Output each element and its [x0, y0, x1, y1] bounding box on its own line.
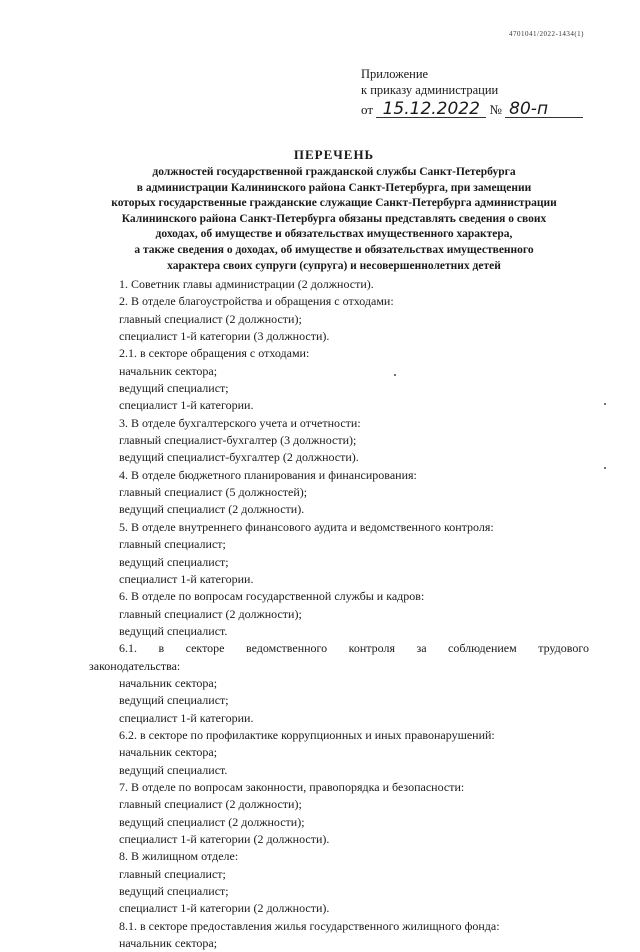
subtitle-line: Калининского района Санкт-Петербурга обязаны представлять сведения о своих [121, 212, 547, 225]
justified-word: контроля [348, 641, 396, 656]
subtitle-line: доходах, об имуществе и обязательствах имущественного характера, [155, 228, 513, 241]
list-line: 4. В отделе бюджетного планирования и финансирования: [119, 467, 417, 482]
subtitle-line: должностей государственной гражданской службы Санкт-Петербурга [152, 166, 516, 178]
list-line: специалист 1-й категории. [119, 571, 254, 586]
justified-word: соблюдением [448, 641, 517, 656]
list-line: специалист 1-й категории. [119, 710, 254, 725]
list-line: главный специалист (2 должности); [119, 311, 302, 326]
list-line: начальник сектора; [119, 936, 218, 951]
list-line: 2.1. в секторе обращения с отходами: [119, 346, 310, 361]
justified-word: ведомственного [245, 641, 328, 656]
scan-speck [604, 467, 606, 469]
subtitle-line: которых государственные гражданские служащие Санкт-Петербурга администрации [111, 197, 557, 210]
list-line: ведущий специалист (2 должности); [119, 814, 305, 829]
document-subtitle [72, 165, 596, 274]
list-line: 5. В отделе внутреннего финансового аудита и ведомственного контроля: [119, 519, 494, 534]
order-date: 15.12.2022 [376, 102, 486, 118]
appendix-line: к приказу администрации [361, 83, 499, 97]
list-line: 3. В отделе бухгалтерского учета и отчетности: [119, 415, 361, 430]
list-line: 7. В отделе по вопросам законности, правопорядка и безопасности: [119, 779, 465, 794]
list-line: ведущий специалист; [119, 381, 229, 396]
list-line: ведущий специалист; [119, 554, 229, 569]
justified-word: в [158, 641, 165, 656]
order-reference [361, 99, 583, 119]
justified-line [119, 640, 589, 657]
list-line: специалист 1-й категории. [119, 398, 254, 413]
list-line: специалист 1-й категории (2 должности). [119, 832, 330, 846]
order-prefix: от [361, 102, 374, 117]
list-line: начальник сектора; [119, 675, 218, 690]
list-line: главный специалист (5 должностей); [119, 485, 308, 500]
list-line: ведущий специалист; [119, 884, 229, 899]
order-number-sign: № [489, 102, 502, 117]
justified-word: 6.1. [119, 641, 137, 656]
list-line: 6. В отделе по вопросам государственной службы и кадров: [119, 589, 425, 604]
document-title: ПЕРЕЧЕНЬ [293, 147, 375, 162]
list-line: 1. Советник главы администрации (2 должности). [119, 277, 374, 291]
list-line: начальник сектора; [119, 745, 218, 760]
subtitle-line: характера своих супруги (супруга) и несовершеннолетних детей [167, 259, 501, 272]
appendix-line: Приложение [361, 67, 429, 81]
list-line: ведущий специалист-бухгалтер (2 должности). [119, 450, 359, 465]
list-line: главный специалист (2 должности); [119, 797, 302, 812]
justified-word: трудового [538, 641, 589, 656]
order-number: 80-п [505, 102, 583, 118]
subtitle-line: а также сведения о доходах, об имуществе и обязательствах имущественного [134, 243, 534, 256]
scan-speck [394, 374, 396, 376]
list-line: ведущий специалист. [119, 623, 228, 638]
justified-word: за [416, 641, 427, 656]
list-line: законодательства: [89, 658, 181, 673]
scan-speck [604, 403, 606, 405]
list-line: начальник сектора; [119, 363, 218, 378]
appendix-block [361, 66, 498, 98]
list-line: главный специалист-бухгалтер (3 должности); [119, 433, 357, 448]
list-line: главный специалист (2 должности); [119, 606, 302, 621]
list-line: ведущий специалист. [119, 762, 228, 777]
positions-list [89, 276, 589, 952]
list-line: ведущий специалист; [119, 693, 229, 708]
list-line: 6.2. в секторе по профилактике коррупционных и иных правонарушений: [119, 727, 495, 742]
list-line: 8.1. в секторе предоставления жилья государственного жилищного фонда: [119, 918, 500, 933]
list-line: 8. В жилищном отделе: [119, 849, 239, 864]
list-line: 2. В отделе благоустройства и обращения с отходами: [119, 294, 394, 309]
list-line: ведущий специалист (2 должности). [119, 502, 305, 517]
list-line: главный специалист; [119, 537, 226, 552]
list-line: специалист 1-й категории (3 должности). [119, 329, 330, 344]
list-line: специалист 1-й категории (2 должности). [119, 901, 330, 916]
subtitle-line: в администрации Калининского района Санкт-Петербурга, при замещении [136, 181, 532, 194]
document-id: 4701041/2022-1434(1) [509, 30, 584, 38]
justified-word: секторе [185, 641, 225, 656]
list-line: главный специалист; [119, 866, 226, 881]
